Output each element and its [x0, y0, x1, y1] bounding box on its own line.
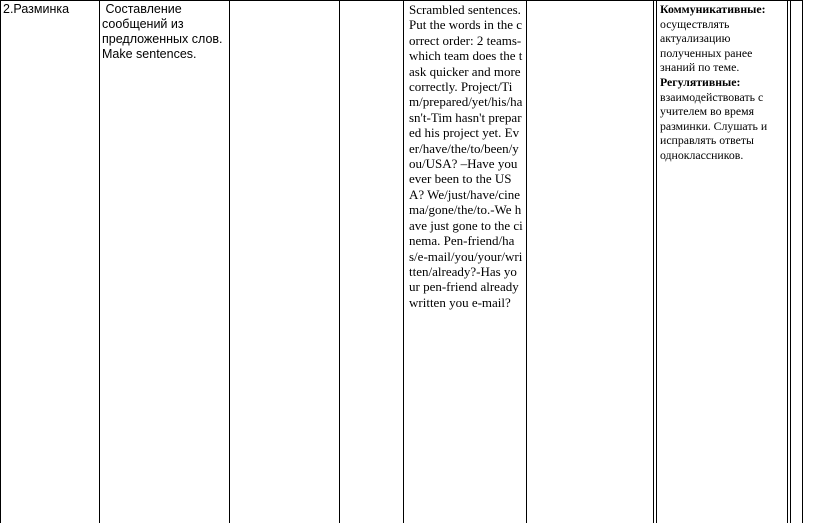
- uud-cell: [660, 2, 785, 163]
- comm-title: Коммуникативные:: [660, 2, 766, 16]
- stage-cell: [3, 2, 97, 17]
- reg-title: Регулятивные:: [660, 74, 741, 89]
- col-border-2: [229, 0, 230, 523]
- col-border-8: [802, 0, 803, 523]
- col-border-1: [99, 0, 100, 523]
- activity-en-text: Make sentences.: [102, 47, 197, 61]
- col-border-7b: [790, 0, 791, 523]
- col-border-0: [0, 0, 1, 523]
- col-border-3: [339, 0, 340, 523]
- col-border-7a: [787, 0, 788, 523]
- stage-label: 2.Разминка: [3, 2, 70, 16]
- activity-ru-text: Составление сообщений из предложенных слов.: [102, 2, 223, 46]
- activity-cell: [102, 2, 227, 62]
- col-border-6a: [653, 0, 654, 523]
- comm-text: осуществлять актуализацию полученных ранее знаний по теме.: [660, 16, 753, 75]
- content-cell: [409, 2, 523, 310]
- col-border-5: [526, 0, 527, 523]
- col-border-4: [403, 0, 404, 523]
- content-text: Scrambled sentences. Put the words in the correct order: 2 teams- which team does the task quicker and more correctly. Project/Tim/prepared/yet/his/hasn't-Tim hasn't prepared his project yet. Ever/have/the/to/been/you/USA? –Have you ever been to the USA? We/just/have/cinema/gone/the/to.-We have just gone to the cinema. Pen-friend/has/e-mail/you/your/written/already?-Has your pen-friend already written you e-mail?: [409, 2, 523, 310]
- col-border-6b: [656, 0, 657, 523]
- table-top-border: [0, 0, 803, 1]
- reg-text: взаимодействовать с учителем во время разминки. Слушать и исправлять ответы одноклассников.: [660, 89, 768, 162]
